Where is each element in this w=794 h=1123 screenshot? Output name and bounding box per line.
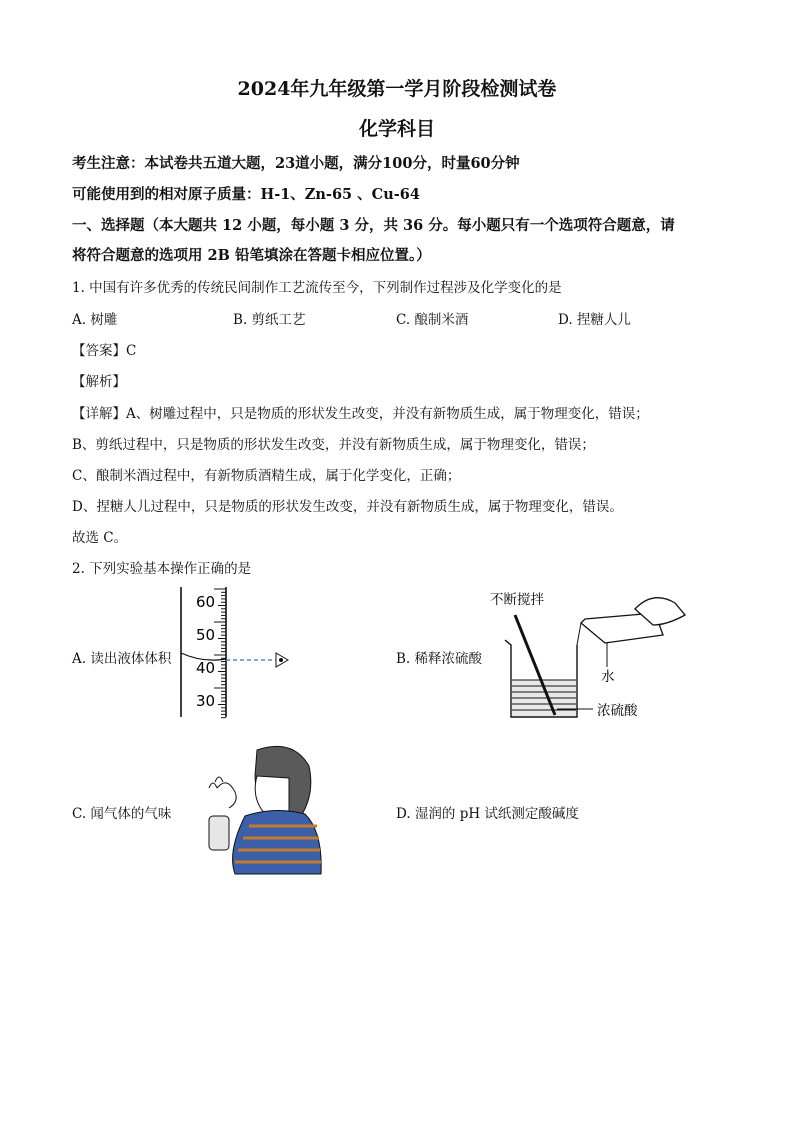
mark-30: 30 [196, 692, 216, 710]
q1-option-d: D. 捏糖人儿 [558, 312, 631, 328]
subject-title: 化学科目 [358, 118, 435, 140]
q2-option-b: B. 稀释浓硫酸 [396, 651, 483, 667]
graduated-cylinder-figure [170, 585, 310, 720]
shirt [233, 810, 322, 874]
q1-option-c: C. 酿制米酒 [396, 312, 469, 328]
atomic-mass-note: 可能使用到的相对原子质量：H-1、Zn-65 、Cu-64 [72, 186, 420, 203]
acid-label: 浓硫酸 [597, 703, 638, 719]
q1-option-b: B. 剪纸工艺 [233, 312, 306, 328]
stir-label: 不断搅拌 [490, 592, 544, 608]
q1-option-a: A. 树雕 [72, 312, 118, 328]
section-heading-line2: 将符合题意的选项用 2B 铅笔填涂在答题卡相应位置。） [72, 247, 431, 264]
meniscus [181, 653, 226, 660]
q1-explain-d: D、捏糖人儿过程中，只是物质的形状发生改变，并没有新物质生成，属于物理变化，错误。 [72, 499, 623, 515]
q2-option-c: C. 闻气体的气味 [72, 806, 172, 822]
q1-answer-tag: 【答案】C [72, 343, 137, 359]
q1-conclusion: 故选 C。 [72, 530, 128, 546]
mark-40: 40 [196, 659, 216, 677]
q2-stem: 2. 下列实验基本操作正确的是 [72, 561, 252, 577]
dilution-figure [485, 585, 700, 725]
q1-analysis-tag: 【解析】 [72, 374, 126, 390]
smell-gas-figure [205, 742, 325, 877]
waving-hand-icon [217, 783, 236, 808]
q2-option-d: D. 湿润的 pH 试纸测定酸碱度 [396, 806, 579, 822]
q1-explain-b: B、剪纸过程中，只是物质的形状发生改变，并没有新物质生成，属于物理变化，错误； [72, 437, 595, 453]
page-title: 2024年九年级第一学月阶段检测试卷 [237, 78, 557, 100]
gas-bottle [209, 816, 229, 850]
water-label: 水 [601, 669, 615, 685]
exam-notice: 考生注意：本试卷共五道大题，23道小题，满分100分，时量60分钟 [72, 155, 520, 172]
q2-option-a: A. 读出液体体积 [72, 651, 172, 667]
mark-50: 50 [196, 626, 216, 644]
q1-explain-c: C、酿制米酒过程中，有新物质酒精生成，属于化学变化，正确； [72, 468, 461, 484]
q1-stem: 1. 中国有许多优秀的传统民间制作工艺流传至今，下列制作过程涉及化学变化的是 [72, 280, 562, 296]
mark-60: 60 [196, 593, 216, 611]
q1-explain-a: 【详解】A、树雕过程中，只是物质的形状发生改变，并没有新物质生成，属于物理变化，错误； [72, 406, 649, 422]
section-heading-line1: 一、选择题（本大题共 12 小题，每小题 3 分，共 36 分。每小题只有一个选项符合题意，请 [72, 217, 675, 234]
